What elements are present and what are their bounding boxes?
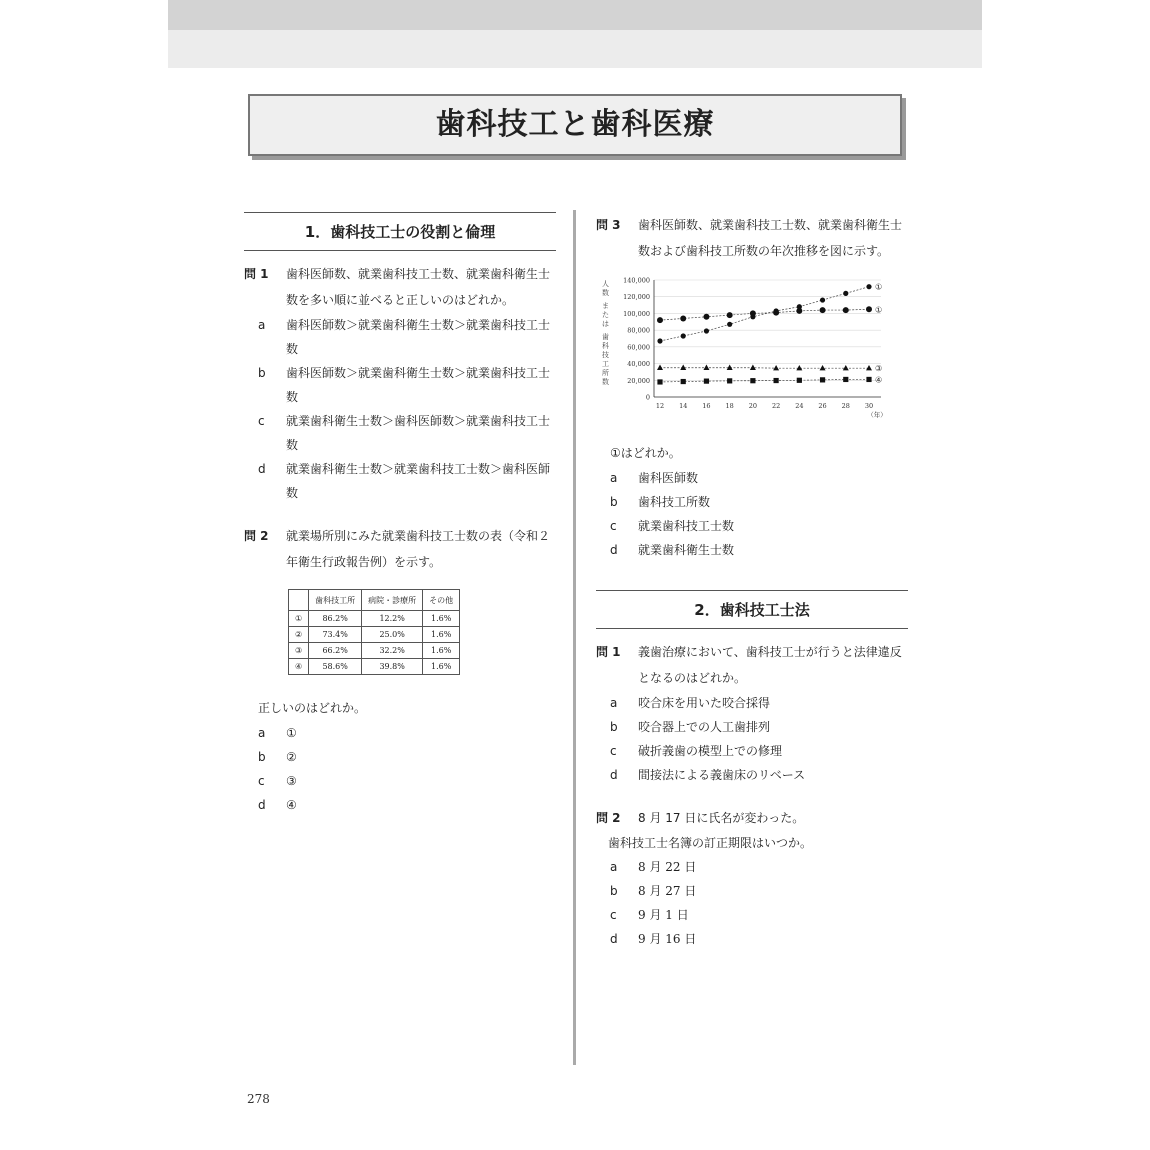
data-point-square bbox=[843, 377, 848, 382]
data-point-square bbox=[797, 378, 802, 383]
y-tick-label: 140,000 bbox=[623, 276, 650, 285]
header-band-top bbox=[168, 0, 982, 30]
option-label: b bbox=[258, 750, 266, 764]
x-tick-label: 24 bbox=[795, 402, 804, 410]
option bbox=[596, 466, 908, 490]
option bbox=[596, 903, 908, 927]
trend-chart-svg bbox=[596, 272, 908, 432]
table-cell: 86.2% bbox=[309, 611, 362, 627]
option bbox=[596, 538, 908, 562]
data-point-dot bbox=[727, 312, 733, 318]
option-text: 歯科医師数＞就業歯科衛生士数＞就業歯科技工士数 bbox=[286, 366, 551, 404]
option-list bbox=[244, 721, 556, 817]
table-cell: 39.8% bbox=[362, 659, 423, 675]
y-axis-label-char: た bbox=[602, 311, 609, 319]
option-label: c bbox=[610, 519, 617, 533]
data-point-circle bbox=[657, 338, 662, 343]
section-heading: 2．歯科技工士法 bbox=[596, 590, 908, 629]
y-tick-label: 80,000 bbox=[627, 326, 650, 335]
option-label: d bbox=[610, 543, 618, 557]
option bbox=[596, 514, 908, 538]
table-cell: ④ bbox=[289, 659, 309, 675]
y-tick-label: 60,000 bbox=[627, 343, 650, 352]
y-tick-label: 100,000 bbox=[623, 309, 650, 318]
option-text: 歯科医師数 bbox=[638, 471, 699, 485]
table-cell: 1.6% bbox=[423, 611, 460, 627]
question-number: 問 1 bbox=[596, 645, 621, 659]
option bbox=[244, 457, 556, 505]
x-tick-label: 28 bbox=[841, 402, 850, 410]
page-number: 278 bbox=[247, 1092, 270, 1106]
option-label: a bbox=[610, 471, 618, 485]
table-header-cell: 歯科技工所 bbox=[309, 590, 362, 611]
data-point-triangle bbox=[750, 365, 756, 370]
y-axis-label-char: ま bbox=[602, 302, 609, 310]
table-header-row bbox=[289, 590, 460, 611]
option-text: 就業歯科衛生士数 bbox=[638, 543, 735, 557]
data-point-triangle bbox=[866, 365, 872, 370]
data-point-circle bbox=[704, 328, 709, 333]
y-axis-label-char: 所 bbox=[602, 369, 609, 377]
y-tick-label: 120,000 bbox=[623, 293, 650, 302]
data-point-circle bbox=[727, 322, 732, 327]
data-point-dot bbox=[657, 317, 663, 323]
header-band-bottom bbox=[168, 30, 982, 68]
option-text: 9 月 16 日 bbox=[638, 932, 697, 946]
question-text: 8 月 17 日に氏名が変わった。 bbox=[638, 811, 805, 825]
x-axis-label: （年） bbox=[867, 411, 887, 419]
data-point-circle bbox=[843, 291, 848, 296]
x-tick-label: 22 bbox=[771, 402, 781, 410]
section-heading: 1．歯科技工士の役割と倫理 bbox=[244, 212, 556, 251]
option-label: a bbox=[610, 696, 618, 710]
option bbox=[244, 409, 556, 457]
option-list bbox=[596, 466, 908, 562]
data-point-square bbox=[820, 377, 825, 382]
option-text: ③ bbox=[286, 774, 297, 788]
x-tick-label: 14 bbox=[679, 402, 688, 410]
table-cell: 1.6% bbox=[423, 659, 460, 675]
column-divider bbox=[573, 210, 576, 1065]
series-end-label: ① bbox=[875, 305, 883, 315]
option-label: a bbox=[258, 726, 266, 740]
data-point-triangle bbox=[820, 365, 826, 370]
y-axis-label-char: 歯 bbox=[602, 333, 609, 341]
chart-tick-labels bbox=[623, 277, 887, 420]
table-row bbox=[289, 643, 460, 659]
option bbox=[244, 793, 556, 817]
option-text: 就業歯科衛生士数＞就業歯科技工士数＞歯科医師数 bbox=[286, 462, 551, 500]
option bbox=[596, 490, 908, 514]
option-text: ② bbox=[286, 750, 297, 764]
data-point-circle bbox=[866, 284, 871, 289]
data-point-dot bbox=[820, 307, 826, 313]
data-point-square bbox=[657, 379, 662, 384]
option-list bbox=[596, 855, 908, 951]
question-text: 歯科医師数、就業歯科技工士数、就業歯科衛生士数を多い順に並べると正しいのはどれか。 bbox=[286, 267, 551, 307]
question-text: 就業場所別にみた就業歯科技工士数の表（令和２年衛生行政報告例）を示す。 bbox=[286, 529, 551, 569]
x-tick-label: 30 bbox=[864, 402, 874, 410]
option bbox=[596, 715, 908, 739]
x-tick-label: 20 bbox=[748, 402, 758, 410]
question-text: 歯科医師数、就業歯科技工士数、就業歯科衛生士数および歯科技工所数の年次推移を図に示す。 bbox=[638, 218, 903, 258]
option-label: b bbox=[610, 884, 618, 898]
question bbox=[596, 805, 908, 831]
option bbox=[244, 313, 556, 361]
data-point-triangle bbox=[843, 365, 849, 370]
option-text: 就業歯科衛生士数＞歯科医師数＞就業歯科技工士数 bbox=[286, 414, 551, 452]
x-tick-label: 16 bbox=[702, 402, 711, 410]
table-row bbox=[289, 659, 460, 675]
option bbox=[244, 721, 556, 745]
y-axis-label-char: 数 bbox=[602, 378, 609, 386]
data-table bbox=[288, 589, 460, 675]
option bbox=[244, 361, 556, 409]
option-list bbox=[244, 313, 556, 505]
question-text-continued: 歯科技工士名簿の訂正期限はいつか。 bbox=[608, 836, 813, 850]
data-point-triangle bbox=[703, 365, 709, 370]
option-text: 歯科技工所数 bbox=[638, 495, 711, 509]
series-line bbox=[660, 309, 869, 320]
option-text: 咬合器上での人工歯排列 bbox=[638, 720, 771, 734]
y-tick-label: 0 bbox=[645, 393, 650, 402]
option-text: 破折義歯の模型上での修理 bbox=[638, 744, 783, 758]
question-number: 問 1 bbox=[244, 267, 269, 281]
data-point-dot bbox=[843, 307, 849, 313]
option-label: d bbox=[258, 462, 266, 476]
table-cell: 73.4% bbox=[309, 627, 362, 643]
data-point-triangle bbox=[773, 365, 779, 370]
table-header-cell bbox=[289, 590, 309, 611]
data-point-dot bbox=[796, 308, 802, 314]
option-label: a bbox=[610, 860, 618, 874]
table-cell: 1.6% bbox=[423, 627, 460, 643]
data-point-dot bbox=[750, 310, 756, 316]
chapter-title-box bbox=[248, 94, 902, 156]
question-number: 問 2 bbox=[596, 811, 621, 825]
option bbox=[596, 739, 908, 763]
option-text: 8 月 22 日 bbox=[638, 860, 697, 874]
option-label: c bbox=[610, 908, 617, 922]
option-text: 歯科医師数＞就業歯科衛生士数＞就業歯科技工士数 bbox=[286, 318, 551, 356]
y-axis-label-char: 技 bbox=[602, 351, 609, 359]
data-point-dot bbox=[866, 306, 872, 312]
table-cell: 25.0% bbox=[362, 627, 423, 643]
option-text: 間接法による義歯床のリベース bbox=[638, 768, 806, 782]
table-cell: 32.2% bbox=[362, 643, 423, 659]
table-header-cell: 病院・診療所 bbox=[362, 590, 423, 611]
option-label: d bbox=[610, 768, 618, 782]
question-text: 義歯治療において、歯科技工士が行うと法律違反となるのはどれか。 bbox=[638, 645, 902, 685]
y-tick-label: 20,000 bbox=[627, 376, 650, 385]
data-point-square bbox=[727, 378, 732, 383]
table-row bbox=[289, 611, 460, 627]
data-point-square bbox=[704, 379, 709, 384]
option-label: c bbox=[258, 414, 265, 428]
y-axis-label-char: 工 bbox=[602, 360, 609, 368]
table-cell: 1.6% bbox=[423, 643, 460, 659]
data-point-square bbox=[866, 377, 871, 382]
option-text: 咬合床を用いた咬合採得 bbox=[638, 696, 771, 710]
option-label: b bbox=[610, 495, 618, 509]
data-point-triangle bbox=[727, 365, 733, 370]
y-axis-label-char: 数 bbox=[602, 289, 609, 297]
option-label: b bbox=[610, 720, 618, 734]
right-column bbox=[596, 212, 908, 951]
x-tick-label: 12 bbox=[655, 402, 665, 410]
question bbox=[244, 523, 556, 575]
option bbox=[596, 763, 908, 787]
question bbox=[596, 212, 908, 264]
y-axis-label-char: は bbox=[602, 320, 609, 328]
question-number: 問 3 bbox=[596, 218, 621, 232]
option bbox=[244, 769, 556, 793]
table-row bbox=[289, 627, 460, 643]
option-text: 9 月 1 日 bbox=[638, 908, 689, 922]
option-label: c bbox=[258, 774, 265, 788]
table-header-cell: その他 bbox=[423, 590, 460, 611]
option-label: d bbox=[610, 932, 618, 946]
table-cell: ① bbox=[289, 611, 309, 627]
question bbox=[244, 261, 556, 313]
data-point-triangle bbox=[657, 365, 663, 370]
series-end-label: ③ bbox=[875, 364, 883, 374]
question-number: 問 2 bbox=[244, 529, 269, 543]
question-prompt: 正しいのはどれか。 bbox=[258, 701, 367, 715]
x-tick-label: 26 bbox=[818, 402, 827, 410]
option-text: 就業歯科技工士数 bbox=[638, 519, 735, 533]
x-tick-label: 18 bbox=[725, 402, 734, 410]
data-point-triangle bbox=[796, 365, 802, 370]
table-cell: 12.2% bbox=[362, 611, 423, 627]
option-label: b bbox=[258, 366, 266, 380]
left-column bbox=[244, 212, 556, 817]
data-point-dot bbox=[773, 310, 779, 316]
option-text: 8 月 27 日 bbox=[638, 884, 697, 898]
y-axis-label-char: 科 bbox=[602, 342, 609, 350]
y-tick-label: 40,000 bbox=[627, 360, 650, 369]
y-axis-label bbox=[602, 279, 609, 386]
data-point-square bbox=[750, 378, 755, 383]
data-point-triangle bbox=[680, 365, 686, 370]
option-label: c bbox=[610, 744, 617, 758]
data-point-circle bbox=[681, 333, 686, 338]
series-line bbox=[660, 287, 869, 341]
series-line bbox=[660, 379, 869, 382]
data-point-circle bbox=[820, 297, 825, 302]
table-cell: ③ bbox=[289, 643, 309, 659]
trend-chart bbox=[596, 272, 908, 436]
option bbox=[596, 927, 908, 951]
table-cell: 66.2% bbox=[309, 643, 362, 659]
y-axis-label-char: 人 bbox=[602, 280, 609, 288]
series-end-label: ① bbox=[875, 282, 883, 292]
data-point-square bbox=[774, 378, 779, 383]
option-label: d bbox=[258, 798, 266, 812]
table-cell: ② bbox=[289, 627, 309, 643]
option-list bbox=[596, 691, 908, 787]
option bbox=[596, 879, 908, 903]
chapter-title: 歯科技工と歯科医療 bbox=[435, 107, 715, 142]
question bbox=[596, 639, 908, 691]
question-prompt: ①はどれか。 bbox=[610, 446, 681, 460]
data-point-square bbox=[681, 379, 686, 384]
chart-series bbox=[657, 283, 882, 385]
option-label: a bbox=[258, 318, 266, 332]
option-text: ① bbox=[286, 726, 297, 740]
option bbox=[596, 691, 908, 715]
data-point-dot bbox=[680, 315, 686, 321]
data-point-dot bbox=[703, 314, 709, 320]
option bbox=[244, 745, 556, 769]
option-text: ④ bbox=[286, 798, 297, 812]
series-end-label: ④ bbox=[875, 375, 883, 385]
table-cell: 58.6% bbox=[309, 659, 362, 675]
option bbox=[596, 855, 908, 879]
